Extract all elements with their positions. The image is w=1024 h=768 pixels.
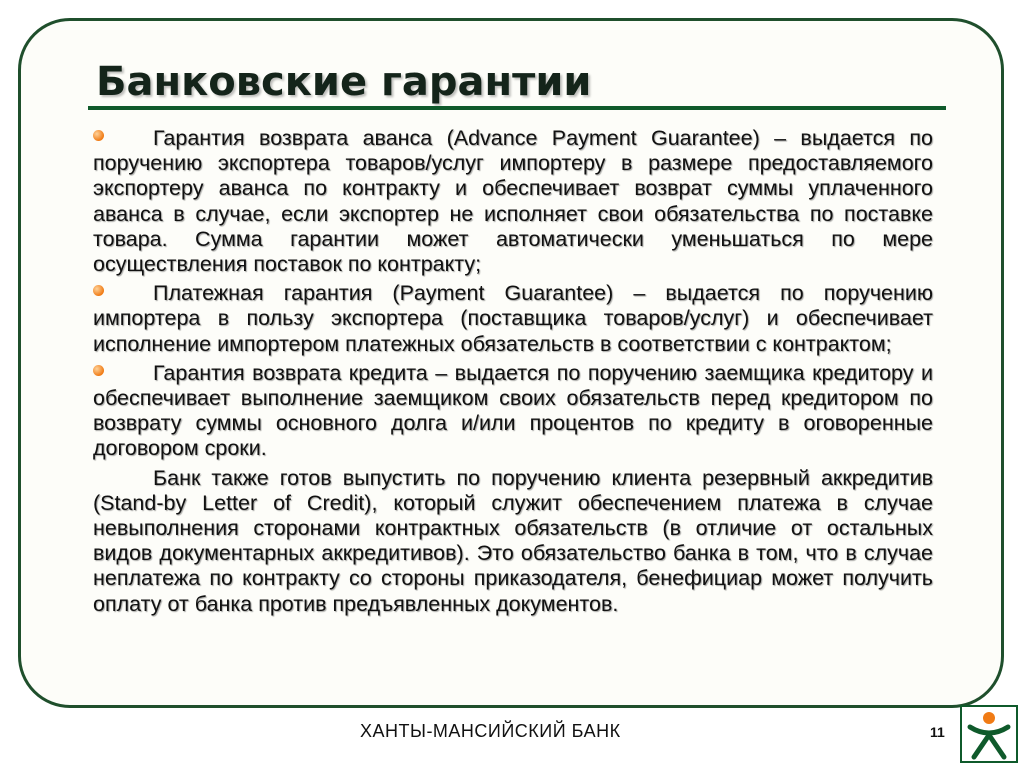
paragraph-payment-guarantee (93, 281, 933, 357)
page-number: 11 (930, 724, 945, 740)
paragraph-standby-letter-of-credit (93, 466, 933, 617)
bank-logo-icon (960, 705, 1018, 763)
slide-title: Банковские гарантии (96, 59, 592, 105)
bullet-icon (93, 365, 104, 376)
paragraph-text: Платежная гарантия (Payment Guarantee) – выдается по поручению импортера в пользу экспортера (поставщика товаров/услуг) и обеспечивает исполнение импортером платежных обязательств в соответствии с контрактом; (93, 281, 933, 356)
bullet-icon (93, 130, 104, 141)
footer-bank-name: ХАНТЫ-МАНСИЙСКИЙ БАНК (360, 721, 621, 741)
bullet-icon (93, 285, 104, 296)
paragraph-advance-payment-guarantee (93, 126, 933, 277)
title-divider (88, 106, 946, 110)
paragraph-text: Гарантия возврата аванса (Advance Payment Guarantee) – выдается по поручению экспортера товаров/услуг импортеру в размере предоставляемого экспортеру аванса по контракту и обеспечивает возврат суммы уплаченного аванса в случае, если экспортер не исполняет свои обязательства по поставке товара. Сумма гарантии может автоматически уменьшаться по мере осуществления поставок по контракту; (93, 126, 933, 277)
slide-content (93, 126, 933, 621)
paragraph-text: Банк также готов выпустить по поручению клиента резервный аккредитив (Stand-by Letter of Credit), который служит обеспечением платежа в случае невыполнения сторонами контрактных обязательств (в отличие от остальных видов документарных аккредитивов). Это обязательство банка в том, что в случае неплатежа по контракту со стороны приказодателя, бенефициар может получить оплату от банка против предъявленных документов. (93, 465, 933, 616)
paragraph-credit-return-guarantee (93, 361, 933, 462)
paragraph-text: Гарантия возврата кредита – выдается по поручению заемщика кредитору и обеспечивает выполнение заемщиком своих обязательств перед кредитором по возврату суммы основного долга и/или процентов по кредиту в оговоренные договором сроки. (93, 360, 933, 461)
